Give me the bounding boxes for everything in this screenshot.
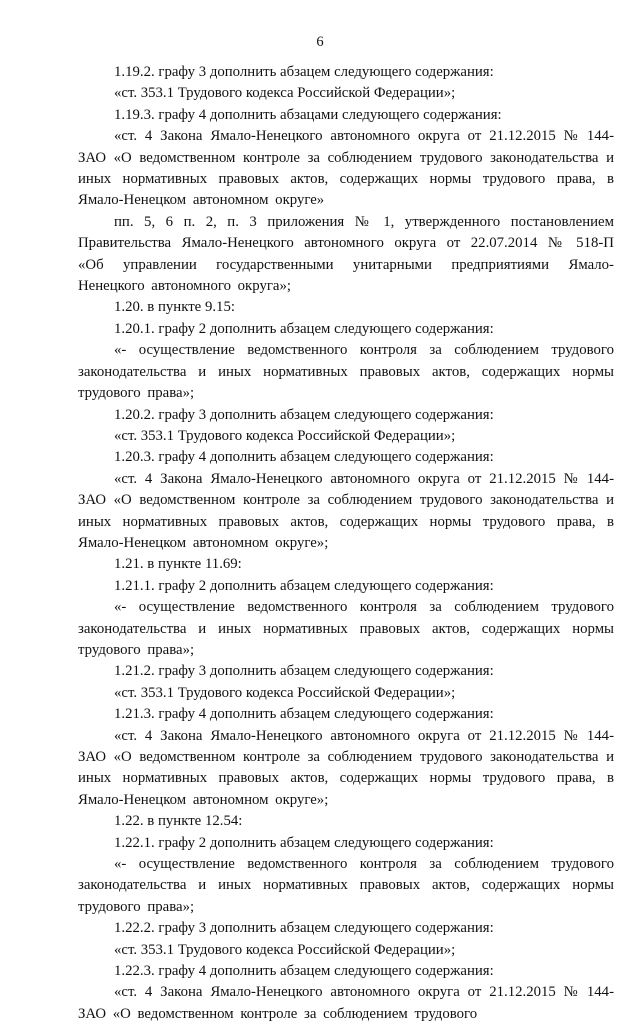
paragraph-1-19-3: 1.19.3. графу 4 дополнить абзацами следующего содержания: [114,106,502,123]
paragraph-1-22-2: 1.22.2. графу 3 дополнить абзацем следующего содержания: [114,920,494,937]
paragraph-1-19-2: 1.19.2. графу 3 дополнить абзацем следующего содержания: [114,64,494,80]
paragraph-quote-tk-353-1: «ст. 353.1 Трудового кодекса Российской Федерации»; [114,941,456,958]
paragraph-1-21-3: 1.21.3. графу 4 дополнить абзацем следующего содержания: [114,706,494,723]
paragraph-1-22-1: 1.22.1. графу 2 дополнить абзацем следующего содержания: [114,834,494,851]
paragraph-1-21: 1.21. в пункте 11.69: [114,556,242,573]
paragraph-1-22-3: 1.22.3. графу 4 дополнить абзацем следующего содержания: [114,963,494,980]
paragraph-1-22: 1.22. в пункте 12.54: [114,813,243,830]
paragraph-law-reference: «ст. 4 Закона Ямало-Ненецкого автономного округа от 21.12.2015 № 144-ЗАО «О ведомственном контроле за соблюдением трудового законодательства и иных нормативных правовых актов, содержащих нормы трудового права, в Ямало-Ненецком автономном округе»; [78,470,614,551]
paragraph-control-quote: «- осуществление ведомственного контроля за соблюдением трудового законодательства и иных нормативных правовых актов, содержащих нормы трудового права»; [78,856,614,915]
paragraph-1-20-1: 1.20.1. графу 2 дополнить абзацем следующего содержания: [114,320,494,337]
paragraph-1-20: 1.20. в пункте 9.15: [114,299,235,316]
paragraph-quote-tk-353-1: «ст. 353.1 Трудового кодекса Российской Федерации»; [114,427,456,444]
paragraph-quote-tk-353-1: «ст. 353.1 Трудового кодекса Российской Федерации»; [114,85,456,102]
paragraph-1-21-2: 1.21.2. графу 3 дополнить абзацем следующего содержания: [114,663,494,680]
paragraph-1-20-3: 1.20.3. графу 4 дополнить абзацем следующего содержания: [114,449,494,466]
paragraph-1-20-2: 1.20.2. графу 3 дополнить абзацем следующего содержания: [114,406,494,423]
paragraph-government-resolution: пп. 5, 6 п. 2, п. 3 приложения № 1, утвержденного постановлением Правительства Ямало-Ненецкого автономного округа от 22.07.2014 № 518-П «Об управлении государственными унитарными предприятиями Ямало-Ненецкого автономного округа»; [78,213,614,295]
paragraph-law-reference: «ст. 4 Закона Ямало-Ненецкого автономного округа от 21.12.2015 № 144-ЗАО «О ведомственном контроле за соблюдением трудового законодательства и иных нормативных правовых актов, содержащих нормы трудового права, в Ямало-Ненецком автономном округе» [78,128,614,209]
document-body [78,62,614,1025]
paragraph-control-quote: «- осуществление ведомственного контроля за соблюдением трудового законодательства и иных нормативных правовых актов, содержащих нормы трудового права»; [78,599,614,658]
paragraph-law-reference: «ст. 4 Закона Ямало-Ненецкого автономного округа от 21.12.2015 № 144-ЗАО «О ведомственном контроле за соблюдением трудового законодательства и иных нормативных правовых актов, содержащих нормы трудового права, в Ямало-Ненецком автономном округе»; [78,727,614,808]
page-number: 6 [316,34,324,50]
paragraph-quote-tk-353-1: «ст. 353.1 Трудового кодекса Российской Федерации»; [114,684,456,701]
paragraph-law-reference-partial: «ст. 4 Закона Ямало-Ненецкого автономного округа от 21.12.2015 № 144-ЗАО «О ведомственном контроле за соблюдением трудового [78,984,614,1022]
paragraph-1-21-1: 1.21.1. графу 2 дополнить абзацем следующего содержания: [114,577,494,594]
paragraph-control-quote: «- осуществление ведомственного контроля за соблюдением трудового законодательства и иных нормативных правовых актов, содержащих нормы трудового права»; [78,342,614,402]
